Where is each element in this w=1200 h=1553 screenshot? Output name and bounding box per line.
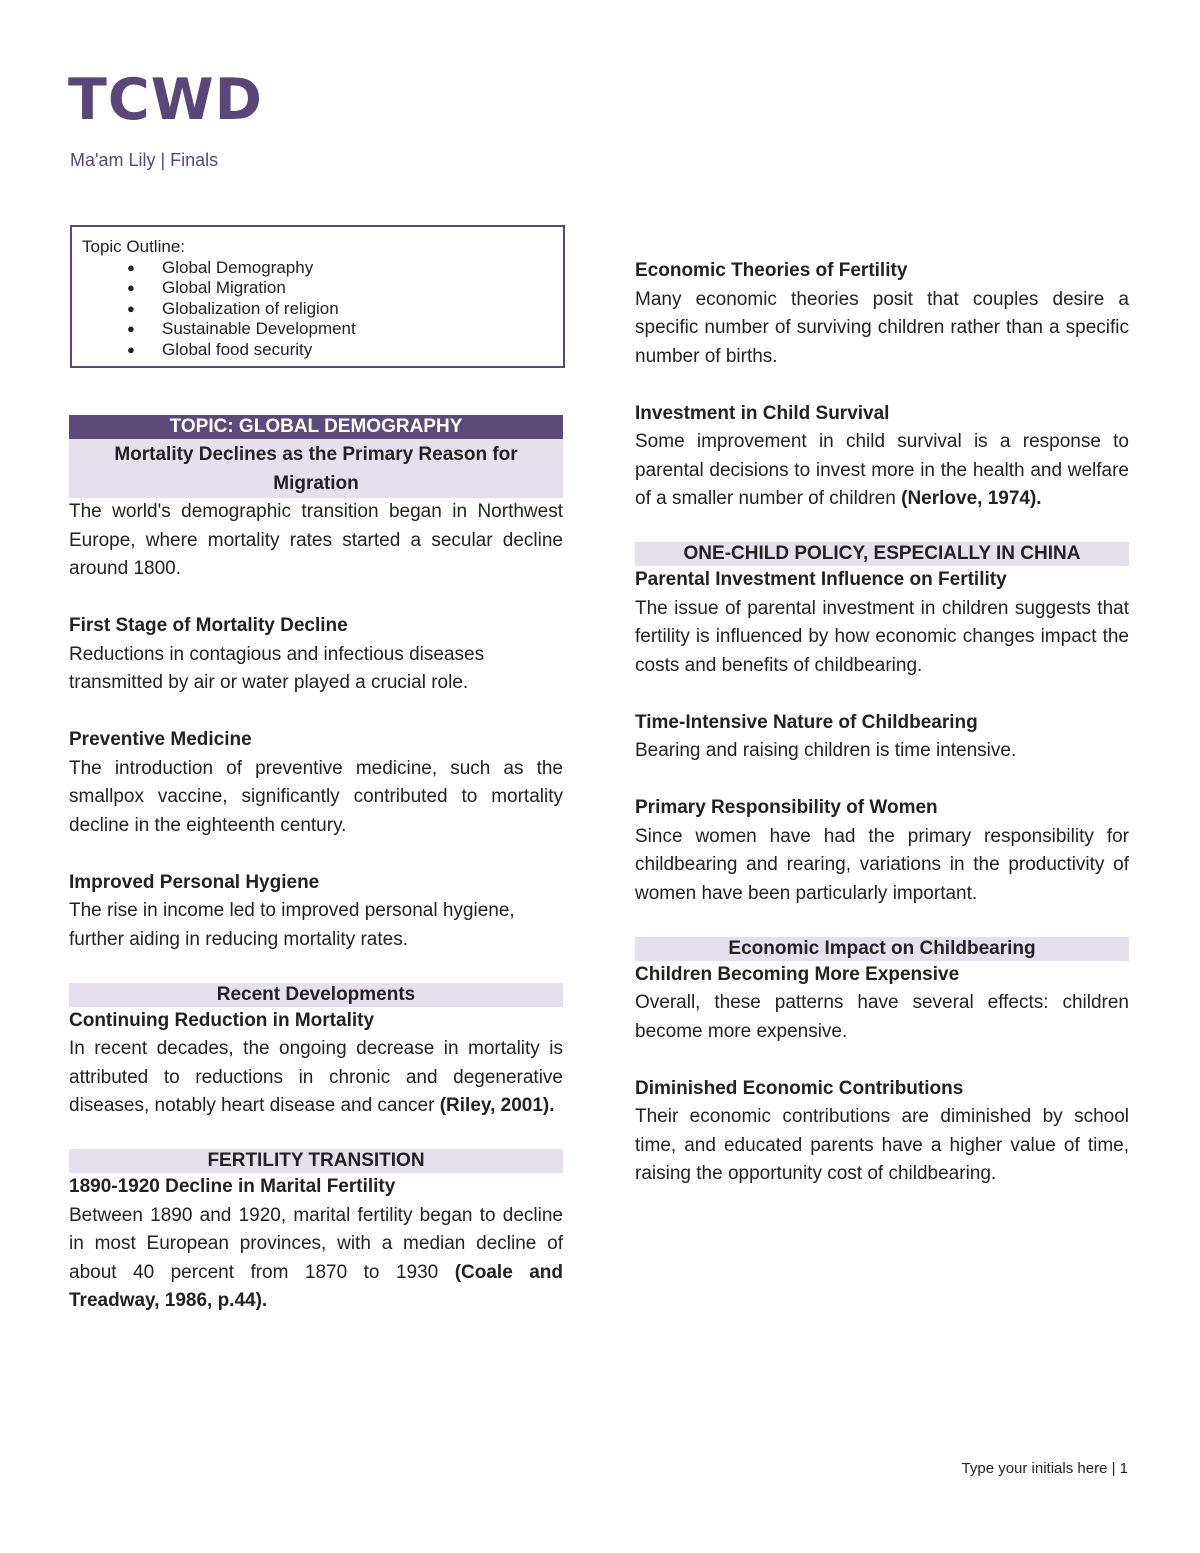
list-item: ● Global food security	[127, 339, 313, 359]
section-title: Diminished Economic Contributions	[635, 1077, 964, 1099]
section-header: FERTILITY TRANSITION	[69, 1149, 563, 1173]
intro-paragraph: The world's demographic transition began in Northwest Europe, where mortality rates started a secular decline around 1800.	[69, 501, 563, 579]
section-title: Time-Intensive Nature of Childbearing	[635, 711, 978, 733]
section-body: Many economic theories posit that couples desire a specific number of surviving children rather than a specific number of births.	[635, 288, 1129, 367]
section-body: Overall, these patterns have several effects: children become more expensive.	[635, 992, 1129, 1042]
document-title: TCWD	[68, 67, 263, 133]
section-title: Children Becoming More Expensive	[635, 963, 960, 985]
topic-outline-list	[82, 258, 553, 361]
section-body: The rise in income led to improved personal hygiene, further aiding in reducing mortality rates.	[69, 900, 515, 950]
section-body: Since women have had the primary responsibility for childbearing and rearing, variations in the productivity of women have been particularly important.	[635, 825, 1129, 904]
section-header: ONE-CHILD POLICY, ESPECIALLY IN CHINA	[635, 542, 1129, 566]
section-title: Economic Theories of Fertility	[635, 260, 908, 281]
bullet-icon: ●	[127, 341, 135, 357]
section-body: Some improvement in child survival is a response to parental decisions to invest more in the health and welfare of a smaller number of children (Nerlove, 1974).	[635, 431, 1129, 509]
section-body: The issue of parental investment in children suggests that fertility is influenced by how economic changes impact the costs and benefits of childbearing.	[635, 597, 1129, 676]
topic-outline-box	[70, 225, 565, 368]
list-item: ● Sustainable Development	[127, 319, 356, 338]
section-title: Continuing Reduction in Mortality	[69, 1009, 375, 1031]
citation: (Nerlove, 1974).	[901, 488, 1042, 509]
section-body: In recent decades, the ongoing decrease in mortality is attributed to reductions in chronic and degenerative diseases, notably heart disease and cancer (Riley, 2001).	[69, 1038, 563, 1116]
section-body: Their economic contributions are diminished by school time, and educated parents have a higher value of time, raising the opportunity cost of childbearing.	[635, 1106, 1129, 1184]
bullet-icon: ●	[127, 300, 135, 316]
topic-outline-label: Topic Outline:	[82, 237, 185, 256]
topic-header: TOPIC: GLOBAL DEMOGRAPHY	[69, 415, 563, 439]
section-title: 1890-1920 Decline in Marital Fertility	[69, 1176, 396, 1197]
section-title: First Stage of Mortality Decline	[69, 615, 348, 636]
section-body: The introduction of preventive medicine, such as the smallpox vaccine, significantly contributed to mortality decline in the eighteenth century.	[69, 757, 563, 836]
section-header: Recent Developments	[69, 983, 563, 1007]
section-body: Bearing and raising children is time intensive.	[635, 740, 1017, 761]
section-title: Improved Personal Hygiene	[69, 871, 320, 893]
section-title: Investment in Child Survival	[635, 402, 890, 424]
citation: (Coale and Treadway, 1986, p.44).	[69, 1261, 564, 1311]
page-footer: Type your initials here | 1	[961, 1460, 1128, 1477]
citation: (Riley, 2001).	[439, 1095, 555, 1116]
section-body: Between 1890 and 1920, marital fertility began to decline in most European provinces, with a median decline of about 40 percent from 1870 to 1930 (Coale and Treadway, 1986, p.44).	[69, 1204, 564, 1311]
section-title: Parental Investment Influence on Fertility	[635, 569, 1007, 590]
right-column	[635, 257, 1129, 1189]
section-body: Reductions in contagious and infectious diseases transmitted by air or water played a crucial role.	[69, 643, 485, 693]
list-item: ● Global Migration	[127, 278, 286, 297]
bullet-icon: ●	[127, 280, 135, 295]
section-title: Preventive Medicine	[69, 729, 252, 750]
bullet-icon: ●	[127, 259, 135, 275]
section-header: Mortality Declines as the Primary Reason for Migration	[69, 439, 563, 498]
list-item: ● Globalization of religion	[127, 298, 339, 318]
document-subtitle: Ma'am Lily | Finals	[70, 150, 219, 170]
section-title: Primary Responsibility of Women	[635, 797, 938, 818]
list-item: ● Global Demography	[127, 257, 314, 277]
left-column	[69, 415, 563, 1316]
section-header: Economic Impact on Childbearing	[635, 937, 1129, 961]
bullet-icon: ●	[127, 321, 135, 336]
